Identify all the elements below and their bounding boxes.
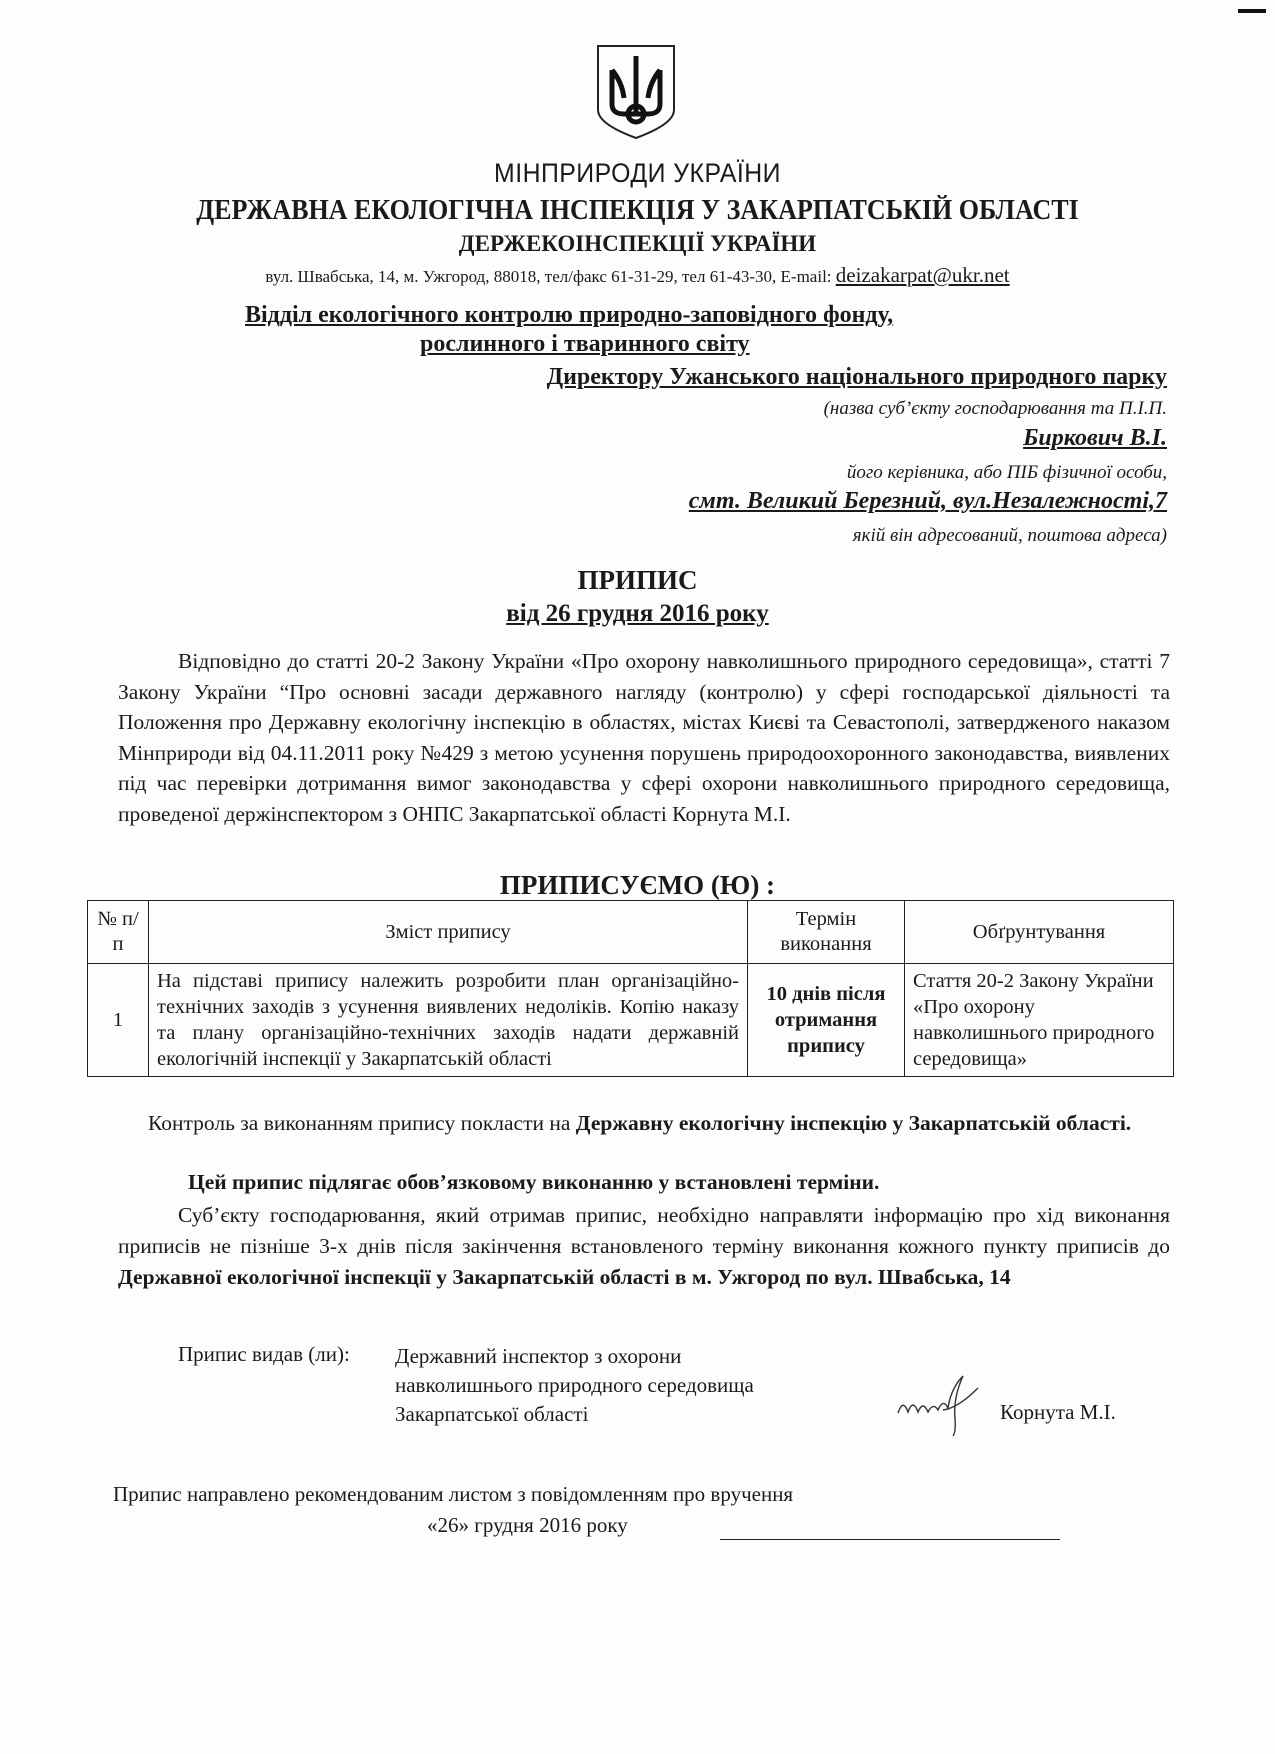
preamble-text: Відповідно до статті 20-2 Закону України «Про охорону навколишнього природного середовища», статті 7 Закону України “Про основні засади державного нагляду (контролю) у сфері господарської діяльності та Положення про Державну екологічну інспекцію в областях, містах Києві та Севастополі, затвердженого наказом Мінприроди від 04.11.2011 року №429 з метою усунення порушень природоохоронного законодавства, виявлених під час перевірки дотримання вимог законодавства у сфері охорони навколишнього природного середовища, проведеної держінспектором з ОНПС Закарпатської області Корнута М.І. <box>118 649 1170 826</box>
recipient: Директору Ужанського національного природного парку <box>546 364 1167 390</box>
table-header-row <box>88 901 1174 964</box>
header-content: Зміст припису <box>149 901 748 964</box>
inspection-name: ДЕРЖАВНА ЕКОЛОГІЧНА ІНСПЕКЦІЯ У ЗАКАРПАТСЬКІЙ ОБЛАСТІ <box>196 195 1079 226</box>
header-num: № п/п <box>88 901 149 964</box>
address-text: вул. Швабська, 14, м. Ужгород, 88018, тел/факс 61-31-29, тел 61-43-30, E-mail: <box>265 267 836 286</box>
contact-address <box>0 263 1275 288</box>
ukraine-trident-icon <box>594 42 678 142</box>
report-paragraph <box>118 1200 1170 1293</box>
scan-mark <box>1238 9 1266 13</box>
signer-name: Корнута М.І. <box>1000 1400 1116 1424</box>
sent-date: «26» грудня 2016 року <box>427 1513 628 1537</box>
header-term: Термін виконання <box>748 901 905 964</box>
row-num: 1 <box>88 964 149 1077</box>
row-basis: Стаття 20-2 Закону України «Про охорону навколишнього природного середовища» <box>905 964 1174 1077</box>
row-term: 10 днів після отримання припису <box>748 964 905 1077</box>
recipient-hint: (назва суб’єкту господарювання та П.І.П. <box>823 398 1167 419</box>
orders-table <box>87 900 1174 1077</box>
issued-label: Припис видав (ли): <box>178 1342 350 1366</box>
department-line-2: рослинного і тваринного світу <box>420 331 750 357</box>
email-link[interactable]: deizakarpat@ukr.net <box>835 263 1010 287</box>
control-authority: Державну екологічну інспекцію у Закарпатській області. <box>575 1111 1132 1135</box>
postal-address: смт. Великий Березний, вул.Незалежності,7 <box>688 488 1167 514</box>
report-authority: Державної екологічної інспекції у Закарпатській області в м. Ужгород по вул. Швабська, 14 <box>118 1265 1011 1289</box>
orders-title: ПРИПИСУЄМО (Ю) : <box>499 870 776 900</box>
address-hint: якій він адресований, поштова адреса) <box>852 525 1167 546</box>
issuer-position-line-1: Державний інспектор з охорони <box>395 1344 682 1368</box>
issuer-position-line-2: навколишнього природного середовища <box>395 1373 754 1397</box>
header-basis: Обґрунтування <box>905 901 1174 964</box>
department-line-1: Відділ екологічного контролю природно-заповідного фонду, <box>245 302 894 328</box>
issuer-position-line-3: Закарпатської області <box>395 1402 589 1426</box>
table-row <box>88 964 1174 1077</box>
receipt-signature-line <box>720 1538 1060 1540</box>
head-name: Биркович В.І. <box>1023 425 1167 451</box>
document-title: ПРИПИС <box>577 565 698 595</box>
control-paragraph <box>118 1108 1170 1139</box>
subordination: ДЕРЖЕКОІНСПЕКЦІЇ УКРАЇНИ <box>458 231 817 256</box>
mandatory-notice: Цей припис підлягає обов’язковому виконанню у встановлені терміни. <box>188 1170 880 1194</box>
ministry-name: МІНПРИРОДИ УКРАЇНИ <box>494 158 781 188</box>
head-hint: його керівника, або ПІБ фізичної особи, <box>846 462 1167 483</box>
sent-note: Припис направлено рекомендованим листом з повідомленням про вручення <box>113 1482 794 1506</box>
control-text: Контроль за виконанням припису покласти на <box>148 1111 576 1135</box>
row-content: На підставі припису належить розробити план організаційно-технічних заходів з усунення виявлених недоліків. Копію наказу та плану організаційно-технічних заходів надати державній екологічній інспекції у Закарпатській області <box>149 964 748 1077</box>
document-date: від 26 грудня 2016 року <box>506 600 769 627</box>
report-text: Суб’єкту господарювання, який отримав припис, необхідно направляти інформацію про хід виконання приписів не пізніше 3-х днів після закінчення встановленого терміну виконання кожного пункту приписів до <box>118 1203 1170 1258</box>
signature-icon <box>893 1368 983 1438</box>
issuer-position <box>395 1342 754 1429</box>
